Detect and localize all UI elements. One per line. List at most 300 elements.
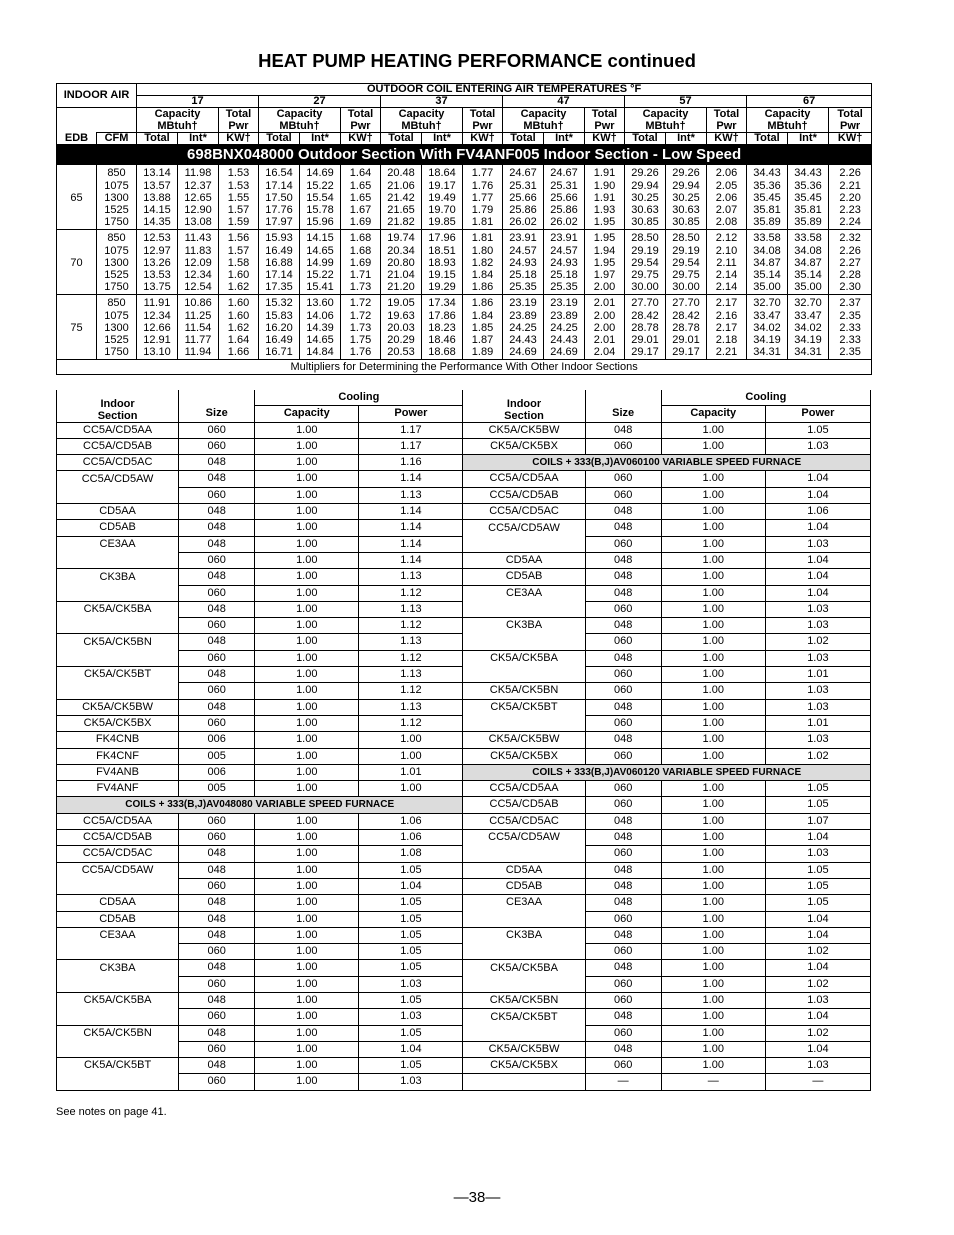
size-value: 048 [179,601,255,617]
power-multiplier: 1.17 [359,438,463,454]
power-multiplier: 1.03 [765,438,870,454]
edb-header: EDB [57,133,97,145]
indoor-section-name: CK5A/CK5BW [463,422,585,438]
size-value: 060 [585,846,661,862]
performance-values: 1.72 1.72 1.73 1.75 1.76 [341,295,381,360]
indoor-section-name: CD5AB [463,878,585,894]
temp-header: 17 [137,96,259,108]
capacity-multiplier: 1.00 [255,601,359,617]
capacity-multiplier: 1.00 [661,944,765,960]
furnace-banner: COILS + 333(B,J)AV060100 VARIABLE SPEED FURNACE [463,455,871,471]
power-multiplier: 1.04 [765,487,870,503]
power-multiplier: 1.14 [359,471,463,487]
size-value: 060 [179,976,255,992]
capacity-multiplier: 1.00 [661,813,765,829]
capacity-header: Capacity MBtuh† [747,108,829,133]
indoor-section-name: CC5A/CD5AW [57,471,179,487]
multiplier-row [57,667,871,683]
size-value: 048 [179,504,255,520]
power-multiplier: 1.05 [765,797,870,813]
capacity-multiplier: 1.00 [661,650,765,666]
multiplier-row [57,715,871,731]
capacity-multiplier: 1.00 [255,569,359,585]
capacity-multiplier: 1.00 [255,438,359,454]
indoor-section-name: CC5A/CD5AW [57,862,179,878]
size-value: 048 [179,471,255,487]
size-value: 048 [179,846,255,862]
size-value: 048 [179,992,255,1008]
capacity-multiplier: 1.00 [255,911,359,927]
indoor-section-name: CK5A/CK5BX [463,748,585,764]
power-multiplier: 1.03 [765,846,870,862]
power-multiplier: 1.01 [765,715,870,731]
performance-values: 1.68 1.68 1.69 1.71 1.73 [341,230,381,295]
kw-header: KW† [341,133,381,145]
size-value: 048 [179,1058,255,1074]
capacity-multiplier: 1.00 [255,813,359,829]
edb-group-row [57,230,872,295]
capacity-header: Capacity [661,406,765,422]
edb-group-row [57,295,872,360]
power-multiplier: 1.01 [359,764,463,780]
size-value: 048 [585,422,661,438]
total-header: Total [381,133,422,145]
power-multiplier: 1.13 [359,601,463,617]
power-multiplier: 1.03 [359,976,463,992]
multiplier-row [57,1025,871,1041]
capacity-multiplier: 1.00 [661,797,765,813]
power-multiplier: 1.17 [359,422,463,438]
capacity-multiplier: 1.00 [661,569,765,585]
capacity-multiplier: 1.00 [661,781,765,797]
indoor-section-name: CD5AA [57,504,179,520]
total-header: Total [137,133,178,145]
size-value: 060 [179,944,255,960]
size-value: 060 [585,634,661,650]
temp-header: 37 [381,96,503,108]
power-multiplier: 1.00 [359,732,463,748]
performance-values: 24.67 25.31 25.66 25.86 26.02 [503,165,544,230]
capacity-multiplier: 1.00 [255,960,359,976]
capacity-multiplier: 1.00 [661,504,765,520]
size-value: 060 [179,715,255,731]
capacity-multiplier: 1.00 [255,699,359,715]
multiplier-row [57,878,871,894]
power-multiplier: 1.14 [359,520,463,536]
indoor-section-name [463,976,585,992]
total-header: Total [259,133,300,145]
indoor-section-name [57,487,179,503]
total-header: Total [747,133,788,145]
indoor-section-name: CC5A/CD5AC [463,504,585,520]
power-multiplier: 1.00 [359,748,463,764]
kw-header: KW† [219,133,259,145]
capacity-multiplier: 1.00 [661,536,765,552]
performance-values: 1.86 1.84 1.85 1.87 1.89 [463,295,503,360]
total-header: Total [625,133,666,145]
multiplier-row [57,520,871,536]
multiplier-row [57,683,871,699]
capacity-multiplier: 1.00 [255,1009,359,1025]
size-value: 048 [585,618,661,634]
power-multiplier: 1.06 [359,813,463,829]
performance-values: 15.93 16.49 16.88 17.14 17.35 [259,230,300,295]
multiplier-row [57,438,871,454]
power-multiplier: 1.13 [359,667,463,683]
power-multiplier: 1.06 [359,830,463,846]
indoor-section-name: CC5A/CD5AW [463,520,585,536]
cfm-values: 850 1075 1300 1525 1750 [97,295,137,360]
multiplier-row [57,618,871,634]
performance-values: 1.95 1.94 1.95 1.97 2.00 [585,230,625,295]
size-value: 048 [179,455,255,471]
cooling-header: Cooling [661,390,870,406]
power-multiplier: 1.04 [765,911,870,927]
power-multiplier: 1.03 [765,699,870,715]
capacity-multiplier: 1.00 [661,683,765,699]
multiplier-row [57,601,871,617]
multiplier-row [57,992,871,1008]
edb-group-row [57,165,872,230]
indoor-section-name: CK5A/CK5BN [57,1025,179,1041]
indoor-section-name: CC5A/CD5AB [57,438,179,454]
performance-values: 2.26 2.21 2.20 2.23 2.24 [829,165,872,230]
size-value: 060 [179,830,255,846]
power-multiplier: 1.04 [765,830,870,846]
multiplier-row [57,552,871,568]
indoor-section-name: CK5A/CK5BW [463,732,585,748]
capacity-multiplier: 1.00 [661,732,765,748]
capacity-multiplier: 1.00 [255,862,359,878]
edb-value: 65 [57,165,97,230]
size-value: 060 [179,422,255,438]
indoor-section-header: Indoor Section [57,390,179,422]
performance-values: 33.58 34.08 34.87 35.14 35.00 [747,230,788,295]
size-value: 060 [179,487,255,503]
capacity-multiplier: 1.00 [255,667,359,683]
multiplier-row [57,797,871,813]
power-multiplier: 1.16 [359,455,463,471]
indoor-section-name: CC5A/CD5AC [57,846,179,862]
power-multiplier: 1.00 [359,781,463,797]
capacity-multiplier: 1.00 [661,927,765,943]
capacity-multiplier: 1.00 [255,878,359,894]
indoor-section-name: CK5A/CK5BT [463,1009,585,1025]
indoor-section-name: CK3BA [57,569,179,585]
power-multiplier: 1.05 [359,992,463,1008]
indoor-section-name [57,1074,179,1090]
size-value: 060 [179,552,255,568]
power-multiplier: 1.04 [765,585,870,601]
power-multiplier: 1.08 [359,846,463,862]
performance-values: 28.50 29.19 29.54 29.75 30.00 [666,230,707,295]
size-value: — [585,1074,661,1090]
power-multiplier: 1.04 [765,1041,870,1057]
power-multiplier: 1.04 [765,569,870,585]
int-header: Int* [300,133,341,145]
indoor-section-name: CK5A/CK5BN [463,683,585,699]
power-header: Total Pwr [463,108,503,133]
indoor-section-name [463,846,585,862]
multiplier-row [57,732,871,748]
size-header: Size [585,406,661,422]
power-multiplier: 1.05 [359,911,463,927]
power-multiplier: 1.05 [359,927,463,943]
indoor-section-name [463,1025,585,1041]
capacity-multiplier: 1.00 [255,650,359,666]
size-value: 060 [585,797,661,813]
power-multiplier: 1.12 [359,715,463,731]
capacity-multiplier: 1.00 [661,422,765,438]
size-value: 048 [585,1009,661,1025]
indoor-section-name: CK5A/CK5BT [57,1058,179,1074]
capacity-multiplier: 1.00 [255,830,359,846]
indoor-section-name: CK3BA [463,618,585,634]
size-value: 048 [179,699,255,715]
indoor-section-name [57,650,179,666]
size-value: 048 [179,520,255,536]
size-value: 005 [179,781,255,797]
power-header: Power [765,406,870,422]
size-value: 006 [179,732,255,748]
multiplier-row [57,927,871,943]
power-multiplier: 1.05 [765,878,870,894]
multiplier-row [57,504,871,520]
capacity-multiplier: 1.00 [255,520,359,536]
temp-header: 47 [503,96,625,108]
capacity-multiplier: 1.00 [661,667,765,683]
indoor-section-name: CC5A/CD5AA [463,781,585,797]
capacity-header: Capacity MBtuh† [625,108,707,133]
power-multiplier: 1.02 [765,944,870,960]
power-multiplier: 1.12 [359,650,463,666]
indoor-section-name: CC5A/CD5AC [463,813,585,829]
edb-value: 75 [57,295,97,360]
capacity-header: Capacity MBtuh† [137,108,219,133]
footnote: See notes on page 41. [56,1106,167,1118]
multiplier-row [57,960,871,976]
indoor-section-name [57,552,179,568]
capacity-multiplier: 1.00 [255,552,359,568]
indoor-section-name: CK5A/CK5BX [463,1058,585,1074]
performance-values: 2.17 2.16 2.17 2.18 2.21 [707,295,747,360]
size-value: 048 [179,960,255,976]
multiplier-row [57,634,871,650]
size-value: 048 [585,878,661,894]
power-header: Total Pwr [341,108,381,133]
header-row-temps [57,84,872,96]
capacity-multiplier: 1.00 [255,992,359,1008]
multiplier-row [57,1041,871,1057]
capacity-multiplier: 1.00 [661,992,765,1008]
size-value: 060 [585,911,661,927]
size-value: 060 [585,1025,661,1041]
indoor-section-name: CD5AA [463,862,585,878]
performance-values: 1.60 1.60 1.62 1.64 1.66 [219,295,259,360]
performance-values: 23.19 23.89 24.25 24.43 24.69 [503,295,544,360]
capacity-multiplier: 1.00 [661,618,765,634]
power-header: Total Pwr [219,108,259,133]
power-multiplier: 1.04 [765,960,870,976]
power-multiplier: 1.04 [359,1041,463,1057]
performance-values: 20.48 21.06 21.42 21.65 21.82 [381,165,422,230]
blank-cell [57,108,137,133]
indoor-section-name: CK5A/CK5BA [463,960,585,976]
multiplier-row [57,862,871,878]
multiplier-row [57,1074,871,1090]
temp-header: 27 [259,96,381,108]
capacity-multiplier: 1.00 [255,927,359,943]
int-header: Int* [422,133,463,145]
size-value: 060 [585,471,661,487]
performance-values: 1.81 1.80 1.82 1.84 1.86 [463,230,503,295]
size-header-top [179,390,255,406]
indoor-section-name: CK5A/CK5BW [57,699,179,715]
power-multiplier: 1.03 [765,536,870,552]
size-value: 060 [179,1074,255,1090]
size-value: 048 [585,552,661,568]
capacity-multiplier: 1.00 [255,618,359,634]
performance-values: 12.53 12.97 13.26 13.53 13.75 [137,230,178,295]
size-value: 060 [179,683,255,699]
capacity-multiplier: 1.00 [255,944,359,960]
size-value: 060 [585,438,661,454]
capacity-multiplier: 1.00 [255,1041,359,1057]
multiplier-row [57,830,871,846]
power-multiplier: — [765,1074,870,1090]
performance-values: 19.05 19.63 20.03 20.29 20.53 [381,295,422,360]
indoor-section-name: CK5A/CK5BA [57,601,179,617]
indoor-section-name: FV4ANF [57,781,179,797]
indoor-section-name [463,1074,585,1090]
outdoor-temp-header: OUTDOOR COIL ENTERING AIR TEMPERATURES °F [137,84,872,96]
power-multiplier: 1.04 [765,552,870,568]
size-value: 060 [179,618,255,634]
furnace-banner: COILS + 333(B,J)AV048080 VARIABLE SPEED FURNACE [57,797,463,813]
power-multiplier: 1.14 [359,552,463,568]
performance-values: 15.32 15.83 16.20 16.49 16.71 [259,295,300,360]
power-multiplier: 1.03 [765,1058,870,1074]
capacity-multiplier: 1.00 [661,471,765,487]
size-value: 060 [585,683,661,699]
size-value: 060 [585,1058,661,1074]
power-multiplier: 1.04 [765,927,870,943]
size-value: 048 [585,699,661,715]
capacity-multiplier: 1.00 [661,438,765,454]
size-value: 048 [179,911,255,927]
capacity-multiplier: 1.00 [661,520,765,536]
size-value: 048 [585,813,661,829]
power-multiplier: 1.14 [359,504,463,520]
multiplier-row [57,944,871,960]
performance-values: 2.32 2.26 2.27 2.28 2.30 [829,230,872,295]
capacity-multiplier: 1.00 [255,455,359,471]
indoor-section-name [57,944,179,960]
capacity-multiplier: 1.00 [661,585,765,601]
capacity-multiplier: 1.00 [661,552,765,568]
indoor-section-name [57,976,179,992]
capacity-multiplier: 1.00 [255,487,359,503]
capacity-multiplier: 1.00 [661,830,765,846]
capacity-multiplier: 1.00 [255,504,359,520]
capacity-multiplier: 1.00 [255,471,359,487]
size-value: 060 [585,748,661,764]
size-value: 060 [585,536,661,552]
capacity-multiplier: 1.00 [255,1058,359,1074]
multiplier-row [57,764,871,780]
kw-header: KW† [463,133,503,145]
power-multiplier: 1.02 [765,634,870,650]
indoor-section-name [57,585,179,601]
indoor-section-name: FK4CNB [57,732,179,748]
indoor-section-name: CK5A/CK5BT [57,667,179,683]
power-header: Power [359,406,463,422]
performance-values: 1.56 1.57 1.58 1.60 1.62 [219,230,259,295]
capacity-multiplier: — [661,1074,765,1090]
multiplier-row [57,422,871,438]
power-header: Total Pwr [585,108,625,133]
performance-values: 17.34 17.86 18.23 18.46 18.68 [422,295,463,360]
power-multiplier: 1.02 [765,748,870,764]
temp-header: 67 [747,96,872,108]
power-multiplier: 1.03 [359,1074,463,1090]
capacity-multiplier: 1.00 [255,732,359,748]
indoor-section-name [57,1009,179,1025]
size-value: 006 [179,764,255,780]
capacity-multiplier: 1.00 [661,1025,765,1041]
performance-values: 23.19 23.89 24.25 24.43 24.69 [544,295,585,360]
indoor-section-name: CK5A/CK5BN [57,634,179,650]
performance-values: 33.58 34.08 34.87 35.14 35.00 [788,230,829,295]
indoor-section-name: CE3AA [463,585,585,601]
power-multiplier: 1.03 [359,1009,463,1025]
power-multiplier: 1.07 [765,813,870,829]
capacity-multiplier: 1.00 [255,1074,359,1090]
power-multiplier: 1.05 [359,1058,463,1074]
capacity-multiplier: 1.00 [255,715,359,731]
capacity-multiplier: 1.00 [661,601,765,617]
capacity-multiplier: 1.00 [255,585,359,601]
size-value: 060 [179,438,255,454]
performance-values: 14.15 14.65 14.99 15.22 15.41 [300,230,341,295]
size-value: 048 [179,895,255,911]
size-value: 060 [179,878,255,894]
power-multiplier: 1.14 [359,536,463,552]
int-header: Int* [544,133,585,145]
performance-values: 1.53 1.53 1.55 1.57 1.59 [219,165,259,230]
capacity-multiplier: 1.00 [661,699,765,715]
size-value: 060 [585,715,661,731]
indoor-section-name: CK3BA [463,927,585,943]
performance-values: 16.54 17.14 17.50 17.76 17.97 [259,165,300,230]
multiplier-row [57,536,871,552]
size-value: 048 [585,960,661,976]
size-value: 060 [585,487,661,503]
size-value: 048 [179,862,255,878]
capacity-multiplier: 1.00 [255,764,359,780]
power-multiplier: 1.03 [765,992,870,1008]
capacity-multiplier: 1.00 [661,976,765,992]
multiplier-row [57,487,871,503]
performance-values: 1.64 1.65 1.65 1.67 1.69 [341,165,381,230]
multiplier-row [57,650,871,666]
power-multiplier: 1.05 [359,895,463,911]
power-multiplier: 1.03 [765,732,870,748]
capacity-multiplier: 1.00 [255,895,359,911]
indoor-section-name: CK5A/CK5BT [463,699,585,715]
performance-values: 23.91 24.57 24.93 25.18 25.35 [544,230,585,295]
multiplier-row [57,471,871,487]
